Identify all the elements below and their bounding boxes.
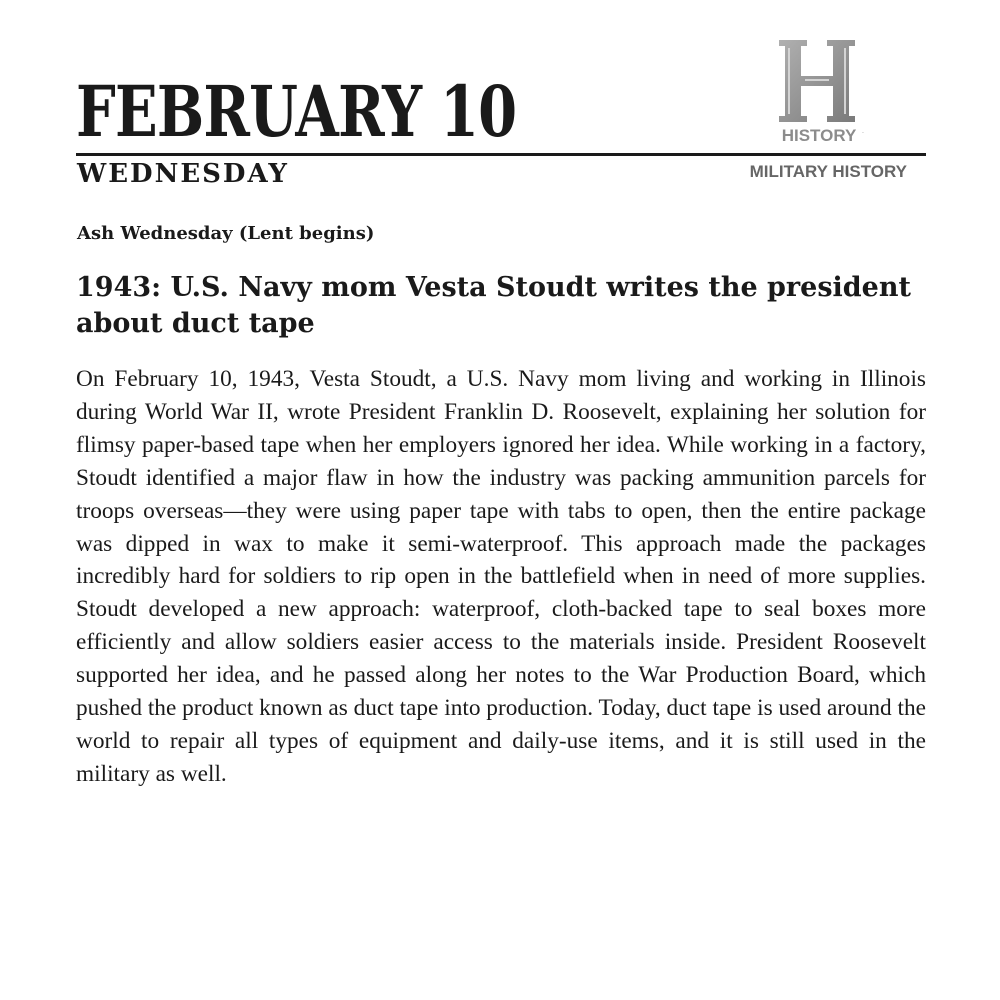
page-date: FEBRUARY 10 — [76, 70, 517, 153]
page-weekday: WEDNESDAY — [77, 159, 289, 189]
brand-trademark: . — [862, 128, 864, 135]
article-headline: 1943: U.S. Navy mom Vesta Stoudt writes the president about duct tape — [76, 272, 911, 339]
observance-note: Ash Wednesday (Lent begins) — [77, 223, 375, 244]
brand-wordmark: HISTORY — [781, 126, 857, 145]
header-divider — [76, 153, 926, 156]
brand-series-name: MILITARY HISTORY — [749, 162, 907, 181]
article-body: On February 10, 1943, Vesta Stoudt, a U.S. Navy mom living and working in Illinois during World War II, wrote President Franklin D. Roosevelt, explaining her solution for flimsy paper-based tape when her employers ignored her idea. While working in a factory, Stoudt identified a major flaw in how the industry was packing ammunition parcels for troops overseas—they were using paper tape with tabs to open, then the entire package was dipped in wax to make it semi-waterproof. This approach made the packages incredibly hard for soldiers to rip open in the battlefield when in need of more supplies. Stoudt developed a new approach: waterproof, cloth-backed tape to seal boxes more efficiently and allow soldiers easier access to the materials inside. President Roosevelt supported her idea, and he passed along her notes to the War Production Board, which pushed the product known as duct tape into production. Today, duct tape is used around the world to repair all types of equipment and daily-use items, and it is still used in the military as well. — [76, 366, 926, 787]
